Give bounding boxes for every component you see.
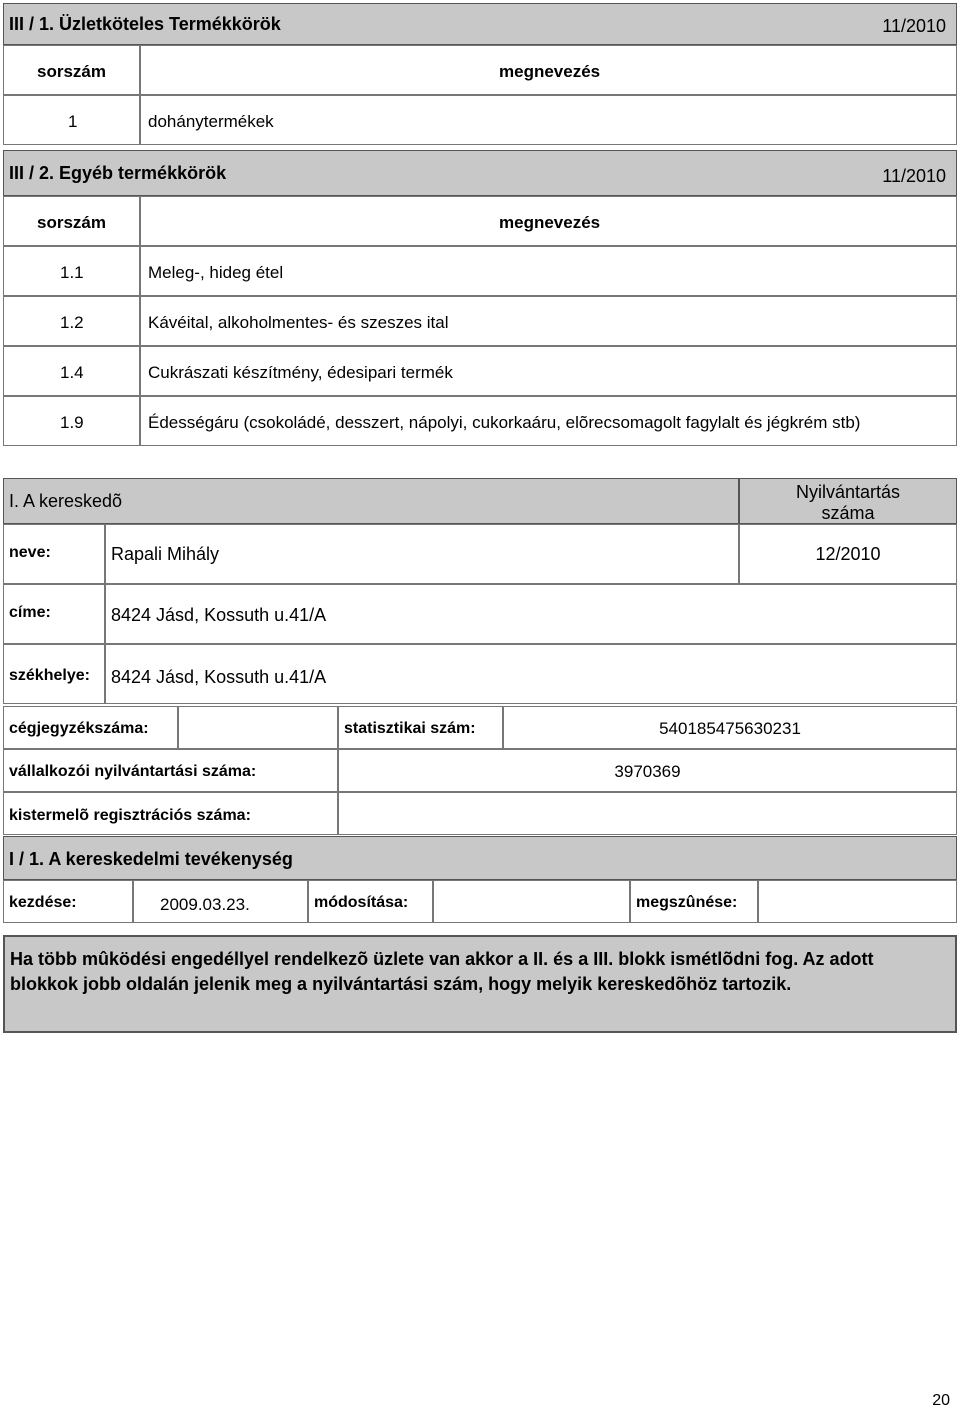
seat-label: székhelye: [9, 667, 90, 684]
section2-date: 11/2010 [882, 166, 946, 186]
activity-header [3, 836, 957, 880]
seat-value-cell [105, 644, 957, 704]
reg-number-label-line1: Nyilvántartás [795, 482, 901, 502]
col-header-name: megnevezés [499, 62, 601, 81]
name-value: Rapali Mihály [111, 544, 220, 564]
row-name: Cukrászati készítmény, édesipari termék [148, 363, 453, 382]
trader-title: I. A kereskedõ [9, 491, 123, 511]
modify-label: módosítása: [314, 894, 409, 911]
end-label-cell [630, 880, 758, 923]
row-name: Kávéital, alkoholmentes- és szeszes ital [148, 313, 449, 332]
name-label: neve: [9, 544, 51, 561]
address-value-cell [105, 584, 957, 644]
row-number: 1.2 [60, 313, 84, 332]
row-name: dohánytermékek [148, 112, 274, 131]
company-reg-value-cell [178, 706, 338, 749]
table-row [140, 346, 957, 396]
section2-col-number [3, 196, 140, 246]
start-label-cell [3, 880, 133, 923]
reg-value-cell [739, 524, 957, 584]
row-name: Édességáru (csokoládé, desszert, nápolyi, cukorkaáru, elõrecsomagolt fagylalt és jégkrém stb) [148, 413, 861, 432]
table-row [140, 95, 957, 145]
row-number: 1.1 [60, 263, 84, 282]
end-value-cell [758, 880, 957, 923]
table-row [3, 246, 140, 296]
address-label: címe: [9, 604, 51, 621]
producer-value-cell [338, 792, 957, 835]
page-number: 20 [932, 1392, 950, 1409]
section1-title: III / 1. Üzletköteles Termékkörök [9, 14, 281, 34]
table-row [140, 296, 957, 346]
entrepreneur-label-cell [3, 749, 338, 792]
stat-label-cell [338, 706, 503, 749]
table-row [140, 396, 957, 446]
company-reg-label: cégjegyzékszáma: [9, 720, 149, 737]
producer-label-cell [3, 792, 338, 835]
reg-value: 12/2010 [815, 544, 881, 564]
trader-header [3, 478, 739, 524]
modify-label-cell [308, 880, 433, 923]
stat-value: 540185475630231 [659, 719, 801, 738]
col-header-number: sorszám [37, 213, 106, 232]
modify-value-cell [433, 880, 630, 923]
section2-col-name [140, 196, 957, 246]
start-label: kezdése: [9, 894, 77, 911]
section1-col-number [3, 45, 140, 95]
col-header-name: megnevezés [499, 213, 601, 232]
section2-header [3, 150, 957, 196]
start-value-cell [133, 880, 308, 923]
name-label-cell [3, 524, 105, 584]
stat-label: statisztikai szám: [344, 720, 476, 737]
entrepreneur-value-cell [338, 749, 957, 792]
note-text: Ha több mûködési engedéllyel rendelkezõ üzlete van akkor a II. és a III. blokk ismétlõdni fog. Az adott blokkok jobb oldalán jelenik meg a nyilvántartási szám, hogy melyik kereskedõhöz tartozik. [10, 949, 874, 994]
row-name: Meleg-, hideg étel [148, 263, 284, 282]
stat-value-cell [503, 706, 957, 749]
end-label: megszûnése: [636, 894, 738, 911]
table-row [3, 296, 140, 346]
reg-number-header [739, 478, 957, 524]
start-value: 2009.03.23. [160, 895, 250, 914]
row-number: 1.4 [60, 363, 84, 382]
reg-number-label-line2: száma [821, 503, 875, 523]
seat-value: 8424 Jásd, Kossuth u.41/A [111, 667, 327, 687]
address-value: 8424 Jásd, Kossuth u.41/A [111, 605, 327, 625]
table-row [3, 346, 140, 396]
entrepreneur-value: 3970369 [614, 762, 681, 781]
producer-label: kistermelõ regisztrációs száma: [9, 807, 251, 824]
section2-title: III / 2. Egyéb termékkörök [9, 163, 227, 183]
section1-date: 11/2010 [882, 16, 946, 36]
table-row [3, 95, 140, 145]
name-value-cell [105, 524, 739, 584]
note-box [3, 935, 957, 1033]
table-row [140, 246, 957, 296]
entrepreneur-label: vállalkozói nyilvántartási száma: [9, 763, 257, 780]
activity-title: I / 1. A kereskedelmi tevékenység [9, 849, 293, 869]
section1-col-name [140, 45, 957, 95]
row-number: 1 [68, 112, 78, 131]
seat-label-cell [3, 644, 105, 704]
col-header-number: sorszám [37, 62, 106, 81]
section1-header [3, 3, 957, 45]
table-row [3, 396, 140, 446]
address-label-cell [3, 584, 105, 644]
row-number: 1.9 [60, 413, 84, 432]
company-reg-label-cell [3, 706, 178, 749]
